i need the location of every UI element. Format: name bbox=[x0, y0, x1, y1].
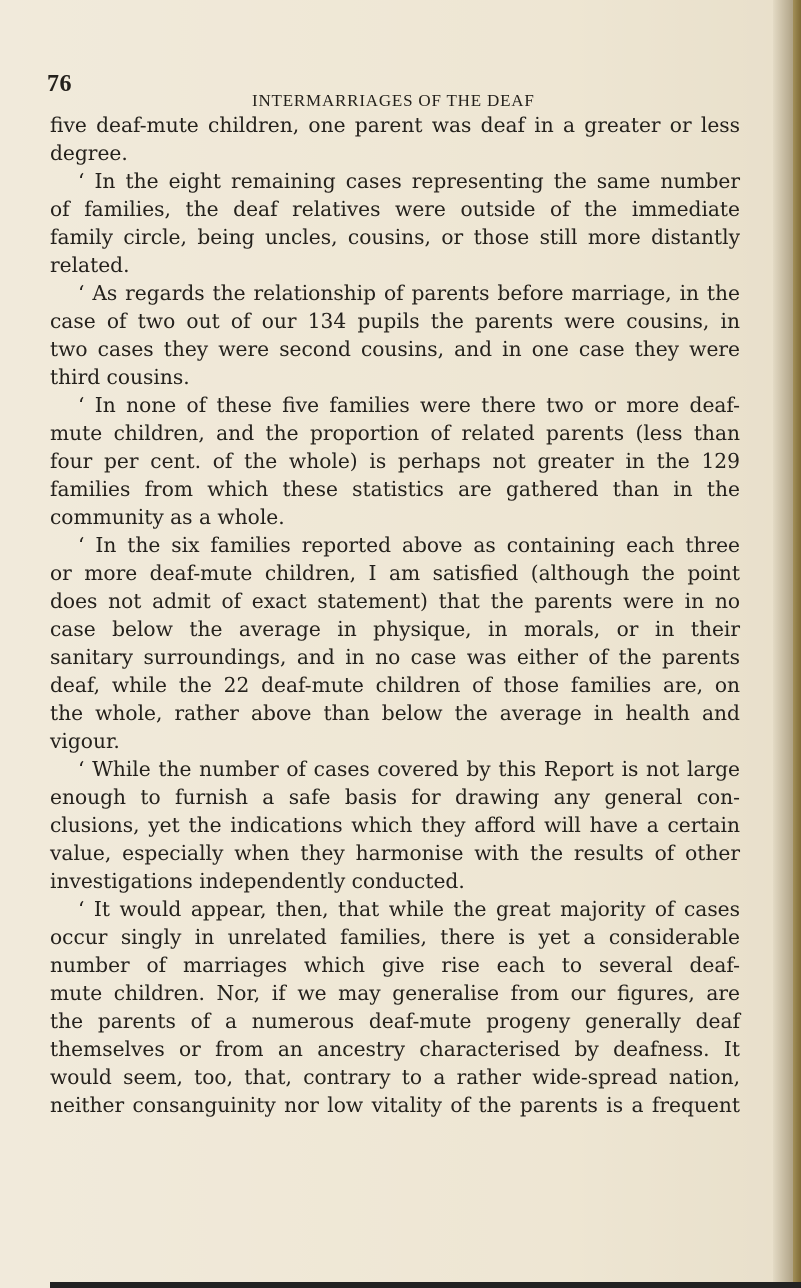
text-line: vigour. bbox=[50, 729, 120, 753]
text-line: mute children, and the proportion of related parents (less than bbox=[50, 421, 740, 445]
paragraph-start-line: ‘ In the eight remaining cases representing the same number bbox=[78, 169, 740, 193]
text-line: deaf, while the 22 deaf-mute children of those families are, on bbox=[50, 673, 740, 697]
text-line: two cases they were second cousins, and in one case they were bbox=[50, 337, 740, 361]
text-line: of families, the deaf relatives were outside of the immediate bbox=[50, 197, 740, 221]
paragraph-start-line: ‘ While the number of cases covered by this Report is not large bbox=[78, 757, 740, 781]
page-edge bbox=[793, 0, 801, 1288]
paragraph-start-line: ‘ In none of these five families were there two or more deaf- bbox=[78, 393, 740, 417]
page-number: 76 bbox=[47, 71, 72, 97]
text-line: five deaf-mute children, one parent was deaf in a greater or less bbox=[50, 113, 740, 137]
text-line: related. bbox=[50, 253, 130, 277]
text-line: case of two out of our 134 pupils the parents were cousins, in bbox=[50, 309, 740, 333]
running-head: INTERMARRIAGES OF THE DEAF bbox=[252, 91, 535, 110]
text-line: does not admit of exact statement) that the parents were in no bbox=[50, 589, 740, 613]
text-line: four per cent. of the whole) is perhaps not greater in the 129 bbox=[50, 449, 740, 473]
text-line: themselves or from an ancestry characterised by deafness. It bbox=[50, 1037, 740, 1061]
text-line: would seem, too, that, contrary to a rather wide-spread nation, bbox=[50, 1065, 740, 1089]
text-line: the whole, rather above than below the average in health and bbox=[50, 701, 740, 725]
text-line: families from which these statistics are gathered than in the bbox=[50, 477, 740, 501]
body-text bbox=[50, 111, 740, 1119]
text-line: or more deaf-mute children, I am satisfied (although the point bbox=[50, 561, 740, 585]
text-line: number of marriages which give rise each to several deaf- bbox=[50, 953, 740, 977]
page-header bbox=[47, 72, 737, 112]
text-line: sanitary surroundings, and in no case was either of the parents bbox=[50, 645, 740, 669]
text-line: enough to furnish a safe basis for drawing any general con- bbox=[50, 785, 740, 809]
text-line: third cousins. bbox=[50, 365, 190, 389]
text-line: clusions, yet the indications which they afford will have a certain bbox=[50, 813, 740, 837]
text-line: value, especially when they harmonise with the results of other bbox=[50, 841, 740, 865]
text-line: family circle, being uncles, cousins, or those still more distantly bbox=[50, 225, 740, 249]
bottom-rule bbox=[50, 1282, 801, 1288]
text-line: community as a whole. bbox=[50, 505, 285, 529]
text-line: the parents of a numerous deaf-mute progeny generally deaf bbox=[50, 1009, 740, 1033]
paragraph-start-line: ‘ As regards the relationship of parents before marriage, in the bbox=[78, 281, 740, 305]
text-line: degree. bbox=[50, 141, 128, 165]
text-line: occur singly in unrelated families, there is yet a considerable bbox=[50, 925, 740, 949]
text-line: neither consanguinity nor low vitality of the parents is a frequent bbox=[50, 1093, 740, 1117]
paragraph-start-line: ‘ In the six families reported above as containing each three bbox=[78, 533, 740, 557]
text-line: mute children. Nor, if we may generalise from our figures, are bbox=[50, 981, 740, 1005]
text-line: investigations independently conducted. bbox=[50, 869, 465, 893]
text-line: case below the average in physique, in morals, or in their bbox=[50, 617, 740, 641]
paragraph-start-line: ‘ It would appear, then, that while the great majority of cases bbox=[78, 897, 740, 921]
